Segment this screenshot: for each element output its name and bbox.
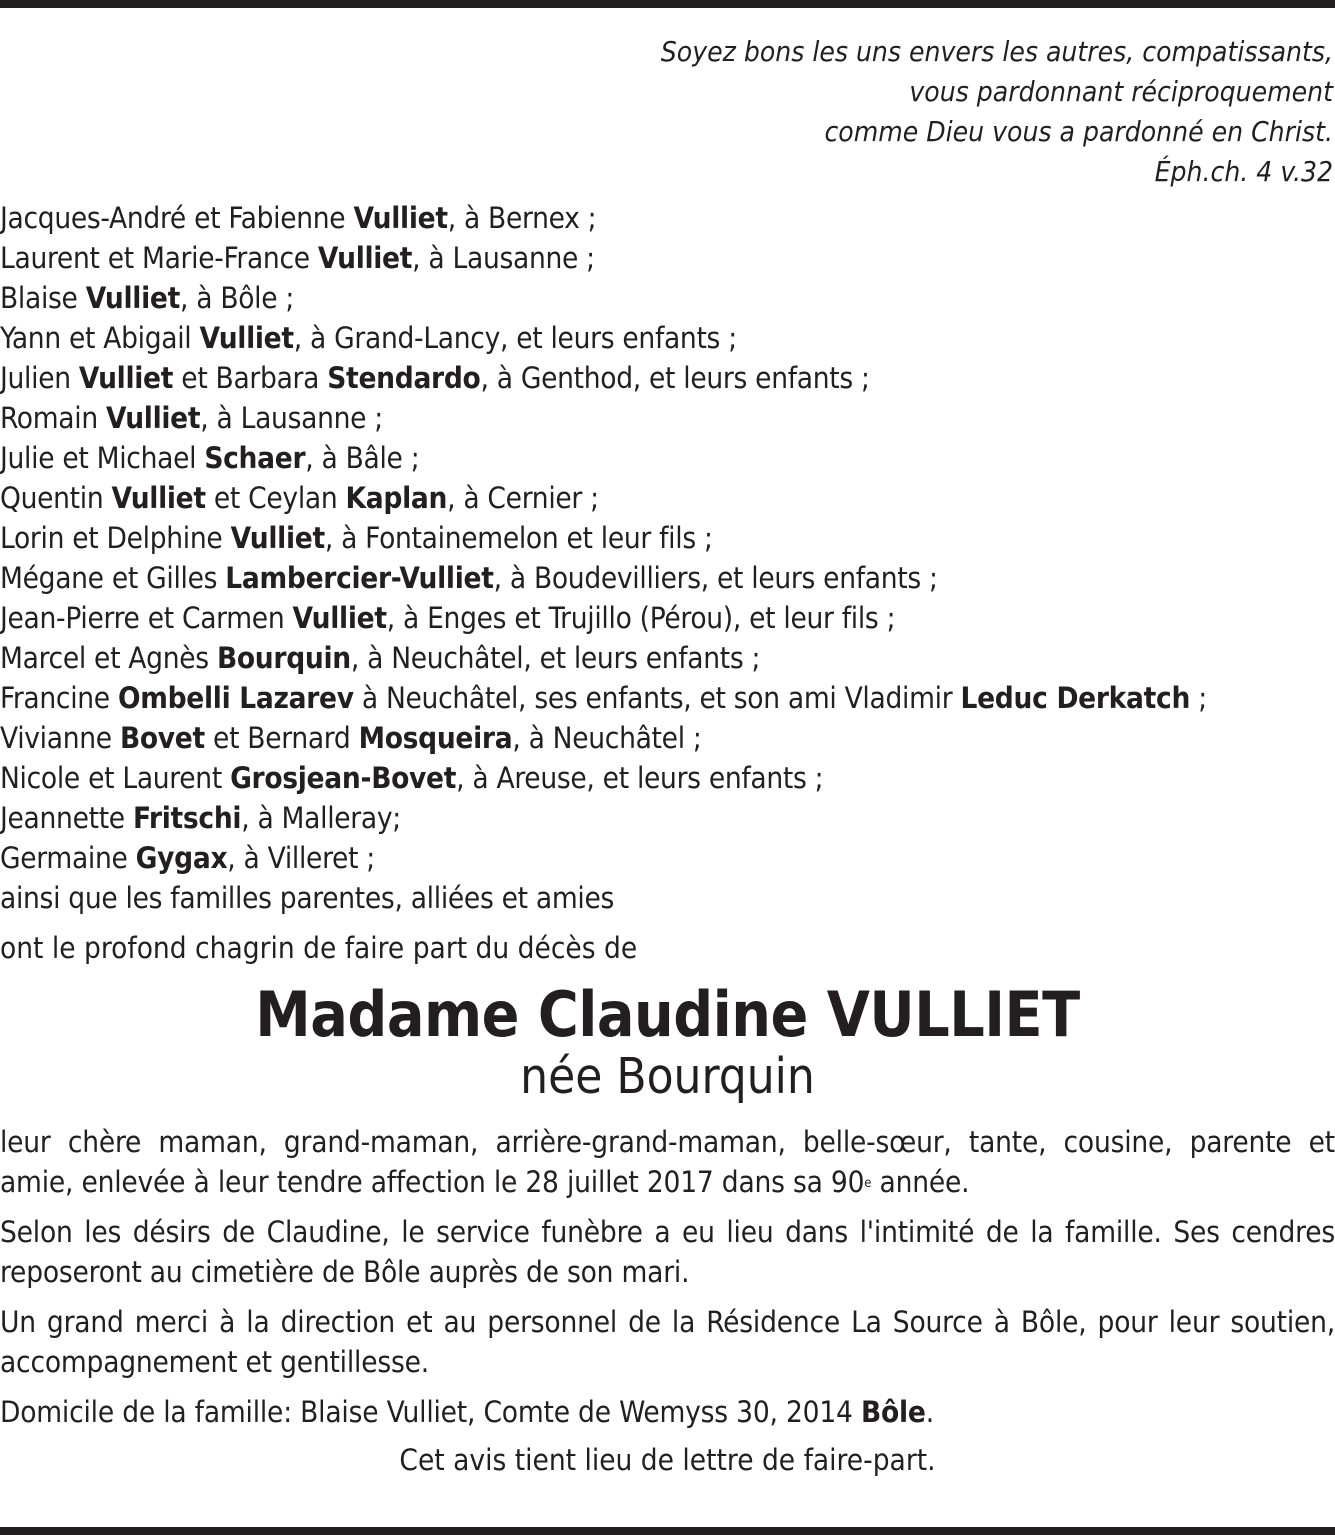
family-surname: Leduc Derkatch [960, 681, 1191, 715]
family-surname: Kaplan [345, 481, 448, 515]
family-text: Vivianne [0, 721, 120, 755]
family-surname: Vulliet [78, 361, 174, 395]
family-text: Jeannette [0, 801, 133, 835]
family-member-line [0, 638, 1335, 678]
family-member-line [0, 558, 1335, 598]
domicile-text: Domicile de la famille: Blaise Vulliet, Comte de Wemyss 30, 2014 [0, 1395, 861, 1429]
obituary-notice [0, 8, 1335, 1480]
family-text: Laurent et Marie-France [0, 241, 318, 275]
family-text: , à Bôle ; [179, 281, 295, 315]
family-member-line [0, 198, 1335, 238]
family-member-line [0, 318, 1335, 358]
family-member-line [0, 838, 1335, 878]
top-rule [0, 0, 1335, 8]
family-text: , à Boudevilliers, et leurs enfants ; [493, 561, 938, 595]
relationship-text-end: année. [871, 1165, 970, 1199]
verse-reference: Éph.ch. 4 v.32 [1154, 155, 1333, 188]
family-member-line [0, 358, 1335, 398]
family-text: et Ceylan [205, 481, 346, 515]
family-surname: Stendardo [327, 361, 481, 395]
family-text: Blaise [0, 281, 86, 315]
family-member-line [0, 758, 1335, 798]
family-text: , à Bâle ; [305, 441, 420, 475]
family-text: , à Genthod, et leurs enfants ; [480, 361, 870, 395]
family-text: , à Fontainemelon et leur fils ; [324, 521, 713, 555]
family-text: Julien [0, 361, 79, 395]
family-text: Marcel et Agnès [0, 641, 217, 675]
family-member-line [0, 438, 1335, 478]
family-surname: Vulliet [111, 481, 206, 515]
relationship-text: leur chère maman, grand-maman, arrière-grand-maman, belle-sœur, tante, cousine, parente et amie, enlevée à leur tendre affection le 28 juillet 2017 dans sa 90 [0, 1125, 1335, 1199]
family-member-line [0, 678, 1335, 718]
service-paragraph: Selon les désirs de Claudine, le service funèbre a eu lieu dans l'intimité de la famille. Ses cendres reposeront au cimetière de Bôle auprès de son mari. [0, 1215, 1335, 1289]
family-text: Jacques-André et Fabienne [0, 201, 354, 235]
family-text: Quentin [0, 481, 112, 515]
family-surname: Bovet [119, 721, 205, 755]
family-member-line [0, 278, 1335, 318]
closing-note: Cet avis tient lieu de lettre de faire-part. [399, 1443, 936, 1477]
family-text: , à Lausanne ; [412, 241, 595, 275]
family-text: , à Lausanne ; [200, 401, 383, 435]
family-member-line [0, 718, 1335, 758]
family-surname: Lambercier-Vulliet [225, 561, 494, 595]
family-text: , à Enges et Trujillo (Pérou), et leur fils ; [386, 601, 896, 635]
family-member-line [0, 478, 1335, 518]
family-member-line [0, 518, 1335, 558]
thanks-paragraph: Un grand merci à la direction et au personnel de la Résidence La Source à Bôle, pour leur soutien, accompagnement et gentillesse. [0, 1305, 1335, 1379]
family-text: , à Neuchâtel ; [512, 721, 702, 755]
verse-line: vous pardonnant réciproquement [909, 75, 1333, 108]
family-text: , à Neuchâtel, et leurs enfants ; [350, 641, 761, 675]
announcement-intro: ont le profond chagrin de faire part du décès de [0, 931, 638, 965]
family-surname: Bourquin [216, 641, 351, 675]
family-surname: Gygax [135, 841, 228, 875]
family-member-line [0, 238, 1335, 278]
family-text: , à Cernier ; [447, 481, 599, 515]
family-text: ainsi que les familles parentes, alliées et amies [0, 881, 615, 915]
family-surname: Schaer [204, 441, 306, 475]
family-surname: Grosjean-Bovet [230, 761, 457, 795]
family-surname: Vulliet [230, 521, 325, 555]
family-surname: Vulliet [106, 401, 201, 435]
domicile-paragraph [0, 1392, 1335, 1432]
ordinal-suffix: e [864, 1176, 872, 1191]
family-member-line [0, 598, 1335, 638]
family-text: Yann et Abigail [0, 321, 200, 355]
family-text: Mégane et Gilles [0, 561, 226, 595]
family-surname: Vulliet [199, 321, 294, 355]
family-text: Jean-Pierre et Carmen [0, 601, 293, 635]
family-surname: Vulliet [85, 281, 180, 315]
family-list [0, 198, 1335, 918]
bible-verse [0, 32, 1335, 192]
family-surname: Mosqueira [358, 721, 513, 755]
family-member-line [0, 798, 1335, 838]
family-text: et Barbara [173, 361, 328, 395]
family-surname: Vulliet [353, 201, 448, 235]
verse-line: comme Dieu vous a pardonné en Christ. [824, 115, 1333, 148]
family-text: , à Areuse, et leurs enfants ; [456, 761, 824, 795]
family-text: , à Malleray; [241, 801, 401, 835]
verse-line: Soyez bons les uns envers les autres, compatissants, [660, 35, 1333, 68]
family-surname: Vulliet [317, 241, 413, 275]
family-text: Julie et Michael [0, 441, 205, 475]
family-text: Francine [0, 681, 118, 715]
family-surname: Vulliet [292, 601, 387, 635]
domicile-end: . [925, 1395, 934, 1429]
family-text: Nicole et Laurent [0, 761, 231, 795]
family-text: et Bernard [204, 721, 359, 755]
domicile-town: Bôle [860, 1395, 926, 1429]
family-text: à Neuchâtel, ses enfants, et son ami Vladimir [353, 681, 961, 715]
family-surname: Ombelli Lazarev [117, 681, 354, 715]
family-text: Romain [0, 401, 106, 435]
family-text: , à Grand-Lancy, et leurs enfants ; [293, 321, 737, 355]
family-text: Lorin et Delphine [0, 521, 231, 555]
relationship-paragraph [0, 1122, 1335, 1202]
family-member-line [0, 398, 1335, 438]
family-text: , à Bernex ; [447, 201, 597, 235]
family-text: ; [1190, 681, 1207, 715]
family-text: Germaine [0, 841, 136, 875]
family-member-line [0, 878, 1335, 918]
maiden-name: née Bourquin [520, 1048, 815, 1105]
deceased-name: Madame Claudine VULLIET [255, 978, 1080, 1051]
bottom-rule [0, 1527, 1335, 1535]
family-text: , à Villeret ; [227, 841, 375, 875]
family-surname: Fritschi [132, 801, 242, 835]
